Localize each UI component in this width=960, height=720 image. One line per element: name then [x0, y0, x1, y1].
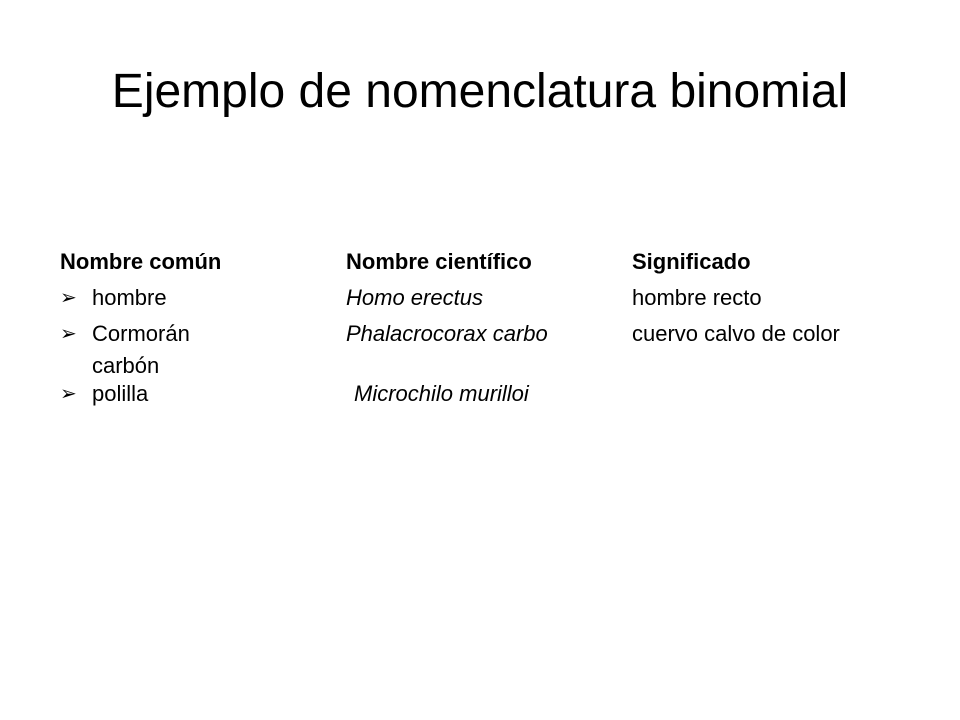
- header-meaning: Significado: [632, 249, 751, 274]
- common-name: polilla: [92, 381, 149, 406]
- table-header-row: [60, 246, 940, 282]
- common-name-cell: [60, 378, 320, 410]
- common-name-cell: [60, 318, 320, 382]
- common-name-cell: [60, 282, 320, 314]
- table-row: [60, 378, 940, 414]
- meaning: cuervo calvo de color: [632, 321, 840, 346]
- scientific-name: Homo erectus: [346, 285, 483, 310]
- arrow-bullet-icon: ➢: [60, 323, 77, 345]
- nomenclature-table: [60, 246, 940, 414]
- scientific-name: Microchilo murilloi: [354, 381, 529, 406]
- table-row: [60, 282, 940, 318]
- header-scientific-name: Nombre científico: [346, 249, 532, 274]
- table-row: [60, 318, 940, 378]
- meaning: hombre recto: [632, 285, 762, 310]
- arrow-bullet-icon: ➢: [60, 287, 77, 309]
- header-common-name: Nombre común: [60, 249, 222, 274]
- slide-title: Ejemplo de nomenclatura binomial: [111, 65, 849, 118]
- common-name: Cormorán carbón: [92, 321, 190, 378]
- arrow-bullet-icon: ➢: [60, 383, 77, 405]
- common-name: hombre: [92, 285, 167, 310]
- scientific-name: Phalacrocorax carbo: [346, 321, 548, 346]
